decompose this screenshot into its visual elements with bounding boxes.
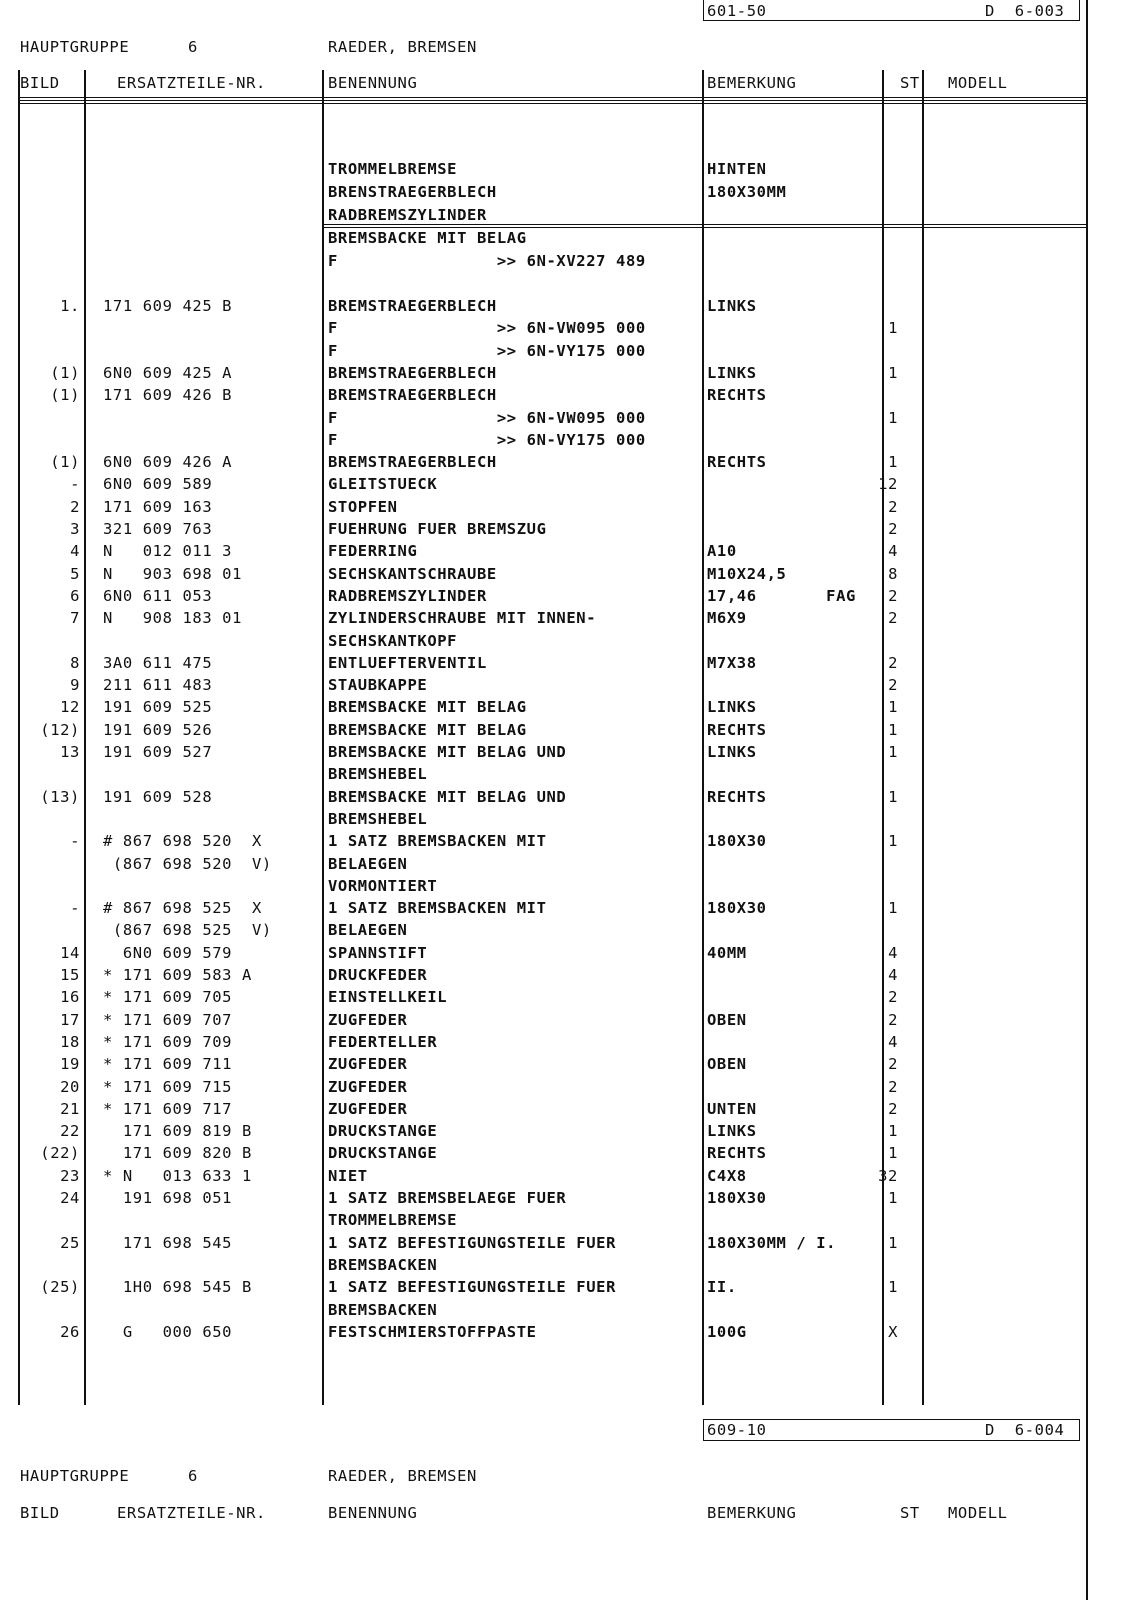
row-part-number: * 171 609 711 (103, 1055, 233, 1074)
row-bild: (1) (50, 386, 80, 405)
row-stueck: 1 (888, 1233, 898, 1252)
col-line-left (18, 70, 20, 1404)
row-bemerkung: A10 (707, 542, 737, 561)
row-stueck: 1 (888, 698, 898, 717)
row-benennung: F >> 6N-VY175 000 (328, 430, 646, 449)
row-bild: 7 (70, 609, 80, 628)
row-part-number: 6N0 609 579 (103, 943, 233, 962)
col-line-mod (922, 70, 924, 1404)
row-bild: 26 (60, 1322, 80, 1341)
row-benennung: 1 SATZ BEFESTIGUNGSTEILE FUER (328, 1233, 617, 1252)
row-bemerkung: LINKS (707, 1122, 757, 1141)
row-stueck: 2 (888, 1055, 898, 1074)
row-benennung: FEDERRING (328, 542, 418, 561)
intro-bemerkung: HINTEN (707, 160, 767, 178)
row-bild: 6 (70, 586, 80, 605)
page2-col-header-bild: BILD (20, 1504, 60, 1522)
col-line-ben (322, 70, 324, 1404)
row-part-number: * 171 609 707 (103, 1010, 233, 1029)
row-bild: 23 (60, 1166, 80, 1185)
row-bemerkung: RECHTS (707, 1144, 767, 1163)
row-bild: (13) (40, 787, 80, 806)
col-header-bild: BILD (20, 74, 60, 93)
row-stueck: 2 (888, 653, 898, 672)
row-bild: (12) (40, 720, 80, 739)
row-bemerkung: RECHTS (707, 386, 767, 405)
row-stueck: 1 (888, 787, 898, 806)
row-bild: 2 (70, 497, 80, 516)
row-bemerkung: M7X38 (707, 653, 757, 672)
row-bild: 17 (60, 1010, 80, 1029)
row-bemerkung: 180X30MM / I. (707, 1233, 837, 1252)
row-bild: 21 (60, 1099, 80, 1118)
row-benennung: ZUGFEDER (328, 1010, 408, 1029)
row-bemerkung: RECHTS (707, 453, 767, 472)
page-ref-left: 601-50 (707, 1, 767, 20)
row-bild: 4 (70, 542, 80, 561)
page2-col-header-modell: MODELL (948, 1504, 1008, 1522)
row-bild: (22) (40, 1144, 80, 1163)
intro-rule-1 (322, 224, 1086, 225)
row-benennung: BREMSTRAEGERBLECH (328, 297, 497, 315)
row-bild: 15 (60, 966, 80, 984)
row-bemerkung: UNTEN (707, 1099, 757, 1118)
row-bild: 12 (60, 698, 80, 717)
intro-benennung: F >> 6N-XV227 489 (328, 252, 646, 270)
row-benennung: TROMMELBREMSE (328, 1211, 458, 1230)
row-stueck: 1 (888, 453, 898, 472)
row-part-number: N 012 011 3 (103, 542, 233, 561)
intro-benennung: BRENSTRAEGERBLECH (328, 183, 497, 201)
row-bemerkung: LINKS (707, 363, 757, 382)
row-benennung: SECHSKANTKOPF (328, 631, 458, 650)
row-bemerkung: OBEN (707, 1055, 747, 1074)
row-part-number: 191 609 525 (103, 698, 213, 717)
row-part-number: (867 698 520 V) (103, 854, 272, 873)
row-benennung: ZUGFEDER (328, 1099, 408, 1118)
row-benennung: FESTSCHMIERSTOFFPASTE (328, 1322, 537, 1341)
intro-benennung: TROMMELBREMSE (328, 160, 458, 178)
row-bild: - (70, 832, 80, 851)
row-stueck: 2 (888, 1010, 898, 1029)
row-bild: 14 (60, 943, 80, 962)
row-bild: 5 (70, 564, 80, 583)
row-bild: 9 (70, 676, 80, 695)
row-stueck: 1 (888, 832, 898, 851)
row-bemerkung: 40MM (707, 943, 747, 962)
row-benennung: F >> 6N-VW095 000 (328, 319, 646, 338)
row-benennung: ZYLINDERSCHRAUBE MIT INNEN- (328, 609, 597, 628)
row-part-number: * 171 609 715 (103, 1077, 233, 1096)
col-line-bem (702, 70, 704, 1404)
row-bild: 24 (60, 1189, 80, 1207)
row-bild: (1) (50, 453, 80, 472)
row-part-number: 6N0 609 425 A (103, 363, 233, 382)
row-stueck: 1 (888, 319, 898, 338)
page2-col-header-benennung: BENENNUNG (328, 1504, 418, 1522)
row-bild: (1) (50, 363, 80, 382)
row-part-number: * 171 609 709 (103, 1032, 233, 1051)
row-stueck: 32 (878, 1166, 898, 1185)
row-part-number: 191 609 528 (103, 787, 213, 806)
row-part-number: * 171 609 717 (103, 1099, 233, 1118)
row-benennung: BREMSHEBEL (328, 765, 428, 784)
row-benennung: ZUGFEDER (328, 1055, 408, 1074)
row-bemerkung: 180X30 (707, 899, 767, 918)
row-part-number: 211 611 483 (103, 676, 213, 695)
row-stueck: 4 (888, 966, 898, 984)
row-bild: 16 (60, 988, 80, 1007)
row-stueck: 12 (878, 475, 898, 494)
intro-benennung: RADBREMSZYLINDER (328, 206, 487, 224)
row-part-number: (867 698 525 V) (103, 921, 272, 940)
row-benennung: BELAEGEN (328, 854, 408, 873)
row-benennung: BREMSTRAEGERBLECH (328, 363, 497, 382)
row-part-number: N 903 698 01 (103, 564, 243, 583)
row-benennung: STAUBKAPPE (328, 676, 428, 695)
row-benennung: BREMSBACKEN (328, 1255, 438, 1274)
row-stueck: 2 (888, 586, 898, 605)
row-bild: 3 (70, 520, 80, 538)
row-part-number: 6N0 609 589 (103, 475, 213, 494)
row-benennung: DRUCKSTANGE (328, 1144, 438, 1163)
hauptgruppe-number: 6 (188, 37, 198, 56)
page2-ref-right: D 6-004 (985, 1420, 1065, 1439)
hauptgruppe-label: HAUPTGRUPPE (20, 37, 130, 56)
page-ref-right: D 6-003 (985, 1, 1065, 20)
row-bemerkung: RECHTS (707, 720, 767, 739)
row-benennung: BREMSBACKE MIT BELAG (328, 720, 527, 739)
col-header-nr: ERSATZTEILE-NR. (117, 74, 266, 93)
row-stueck: 1 (888, 1278, 898, 1297)
row-part-number: 171 609 819 B (103, 1122, 252, 1141)
row-stueck: 2 (888, 676, 898, 695)
row-part-number: 6N0 609 426 A (103, 453, 233, 472)
row-bemerkung: LINKS (707, 743, 757, 761)
row-bild: 25 (60, 1233, 80, 1252)
row-stueck: 1 (888, 720, 898, 739)
row-part-number: 6N0 611 053 (103, 586, 213, 605)
row-benennung: BREMSBACKE MIT BELAG UND (328, 787, 567, 806)
col-header-bemerkung: BEMERKUNG (707, 74, 797, 93)
row-bemerkung: RECHTS (707, 787, 767, 806)
page2-group-title: RAEDER, BREMSEN (328, 1467, 477, 1486)
row-bild: 13 (60, 743, 80, 761)
row-benennung: ZUGFEDER (328, 1077, 408, 1096)
row-stueck: 2 (888, 520, 898, 538)
page2-hauptgruppe-number: 6 (188, 1467, 198, 1486)
row-part-number: 191 609 526 (103, 720, 213, 739)
row-benennung: SPANNSTIFT (328, 943, 428, 962)
row-benennung: 1 SATZ BREMSBACKEN MIT (328, 832, 547, 851)
row-bild: 22 (60, 1122, 80, 1141)
row-stueck: 1 (888, 408, 898, 427)
col-header-modell: MODELL (948, 74, 1008, 93)
header-rule-2 (18, 100, 1086, 101)
row-stueck: 4 (888, 542, 898, 561)
row-part-number: 321 609 763 (103, 520, 213, 538)
row-bemerkung: 17,46 FAG (707, 586, 856, 605)
col-line-st (882, 70, 884, 1404)
row-bild: (25) (40, 1278, 80, 1297)
row-stueck: 4 (888, 1032, 898, 1051)
page2-col-header-nr: ERSATZTEILE-NR. (117, 1504, 266, 1522)
row-part-number: 171 609 425 B (103, 297, 233, 315)
row-benennung: BREMSBACKEN (328, 1300, 438, 1319)
row-part-number: * 171 609 583 A (103, 966, 252, 984)
row-stueck: 4 (888, 943, 898, 962)
row-benennung: NIET (328, 1166, 368, 1185)
intro-bemerkung: 180X30MM (707, 183, 787, 201)
row-bemerkung: II. (707, 1278, 737, 1297)
row-stueck: 2 (888, 497, 898, 516)
row-benennung: 1 SATZ BREMSBELAEGE FUER (328, 1189, 567, 1207)
row-bemerkung: 180X30 (707, 832, 767, 851)
row-part-number: # 867 698 525 X (103, 899, 262, 918)
row-bild: 18 (60, 1032, 80, 1051)
col-line-nr (84, 70, 86, 1404)
row-stueck: X (888, 1322, 898, 1341)
row-benennung: GLEITSTUECK (328, 475, 438, 494)
row-part-number: 191 609 527 (103, 743, 213, 761)
row-benennung: F >> 6N-VW095 000 (328, 408, 646, 427)
row-benennung: 1 SATZ BEFESTIGUNGSTEILE FUER (328, 1278, 617, 1297)
row-benennung: BREMSBACKE MIT BELAG (328, 698, 527, 717)
row-stueck: 1 (888, 743, 898, 761)
page-right-border (1086, 0, 1088, 1600)
row-bild: - (70, 899, 80, 918)
row-part-number: * N 013 633 1 (103, 1166, 252, 1185)
row-stueck: 2 (888, 988, 898, 1007)
row-benennung: EINSTELLKEIL (328, 988, 448, 1007)
row-benennung: ENTLUEFTERVENTIL (328, 653, 487, 672)
page2-hauptgruppe-label: HAUPTGRUPPE (20, 1467, 130, 1486)
row-bemerkung: M6X9 (707, 609, 747, 628)
row-bild: 19 (60, 1055, 80, 1074)
row-bemerkung: LINKS (707, 698, 757, 717)
row-bemerkung: OBEN (707, 1010, 747, 1029)
row-part-number: 191 698 051 (103, 1189, 233, 1207)
row-stueck: 1 (888, 899, 898, 918)
row-part-number: N 908 183 01 (103, 609, 243, 628)
row-part-number: 171 698 545 (103, 1233, 233, 1252)
row-bild: 1. (60, 297, 80, 315)
row-bemerkung: LINKS (707, 297, 757, 315)
header-rule-1 (18, 97, 1086, 98)
row-part-number: # 867 698 520 X (103, 832, 262, 851)
intro-rule-2 (322, 227, 1086, 228)
group-title: RAEDER, BREMSEN (328, 37, 477, 56)
row-bemerkung: C4X8 (707, 1166, 747, 1185)
row-benennung: FUEHRUNG FUER BREMSZUG (328, 520, 547, 538)
row-benennung: SECHSKANTSCHRAUBE (328, 564, 497, 583)
row-part-number: G 000 650 (103, 1322, 233, 1341)
header-rule-3 (18, 103, 1086, 104)
row-stueck: 2 (888, 1077, 898, 1096)
row-bemerkung: 100G (707, 1322, 747, 1341)
intro-benennung: BREMSBACKE MIT BELAG (328, 229, 527, 247)
row-benennung: 1 SATZ BREMSBACKEN MIT (328, 899, 547, 918)
row-stueck: 2 (888, 609, 898, 628)
row-part-number: * 171 609 705 (103, 988, 233, 1007)
row-bild: 20 (60, 1077, 80, 1096)
row-benennung: DRUCKFEDER (328, 966, 428, 984)
row-benennung: BREMSTRAEGERBLECH (328, 453, 497, 472)
row-benennung: RADBREMSZYLINDER (328, 586, 487, 605)
row-bemerkung: M10X24,5 (707, 564, 787, 583)
row-benennung: DRUCKSTANGE (328, 1122, 438, 1141)
page2-col-header-st: ST (900, 1504, 920, 1522)
row-benennung: BREMSTRAEGERBLECH (328, 386, 497, 405)
row-benennung: VORMONTIERT (328, 876, 438, 895)
col-header-benennung: BENENNUNG (328, 74, 418, 93)
page2-ref-left: 609-10 (707, 1420, 767, 1439)
row-stueck: 1 (888, 363, 898, 382)
row-benennung: BELAEGEN (328, 921, 408, 940)
row-benennung: STOPFEN (328, 497, 398, 516)
row-part-number: 3A0 611 475 (103, 653, 213, 672)
row-benennung: BREMSBACKE MIT BELAG UND (328, 743, 567, 761)
row-stueck: 8 (888, 564, 898, 583)
row-part-number: 171 609 820 B (103, 1144, 252, 1163)
page2-col-header-bemerkung: BEMERKUNG (707, 1504, 797, 1522)
row-stueck: 1 (888, 1189, 898, 1207)
row-part-number: 1H0 698 545 B (103, 1278, 252, 1297)
row-benennung: F >> 6N-VY175 000 (328, 341, 646, 360)
row-stueck: 2 (888, 1099, 898, 1118)
row-bild: - (70, 475, 80, 494)
row-benennung: BREMSHEBEL (328, 809, 428, 828)
row-part-number: 171 609 426 B (103, 386, 233, 405)
row-bemerkung: 180X30 (707, 1189, 767, 1207)
row-part-number: 171 609 163 (103, 497, 213, 516)
row-stueck: 1 (888, 1122, 898, 1141)
row-benennung: FEDERTELLER (328, 1032, 438, 1051)
row-stueck: 1 (888, 1144, 898, 1163)
row-bild: 8 (70, 653, 80, 672)
col-header-st: ST (900, 74, 920, 93)
